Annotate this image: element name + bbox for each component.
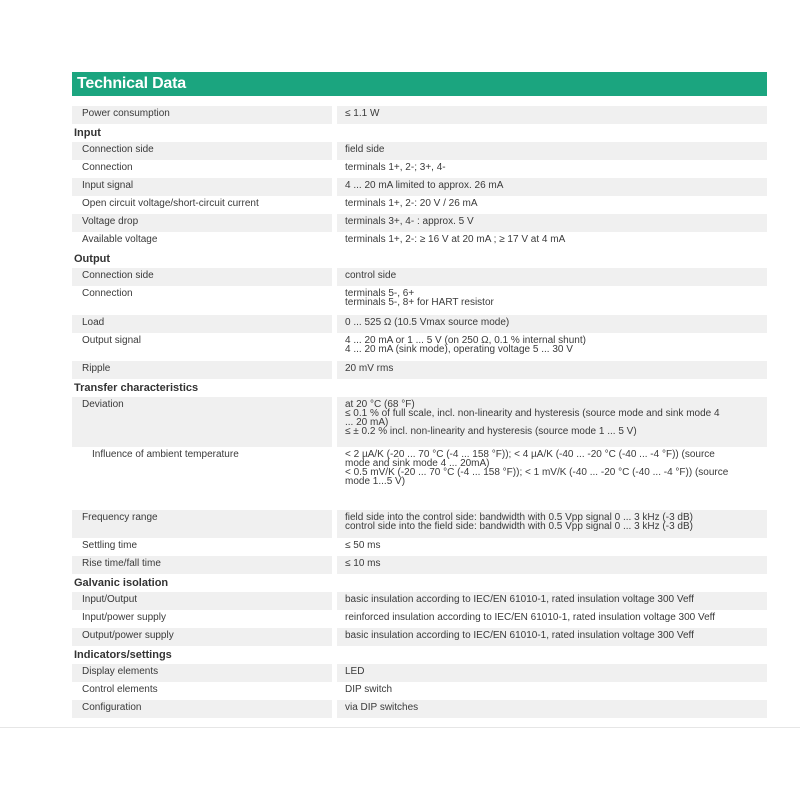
spec-value [337, 538, 767, 556]
spec-value-line: basic insulation according to IEC/EN 61010-1, rated insulation voltage 300 Veff [345, 594, 694, 605]
spec-row [72, 628, 767, 646]
spec-value [337, 196, 767, 214]
spec-label: Display elements [72, 664, 332, 682]
spec-value [337, 160, 767, 178]
spec-label: Influence of ambient temperature [92, 449, 239, 460]
spec-row [72, 232, 767, 250]
spec-value-line: 0 ... 525 Ω (10.5 Vmax source mode) [345, 317, 510, 328]
spec-row [72, 700, 767, 718]
spec-value-line: via DIP switches [345, 702, 419, 713]
spec-row [72, 196, 767, 214]
spec-label: Settling time [82, 540, 138, 551]
spec-value [337, 286, 767, 315]
spec-value-line: mode 1...5 V) [345, 476, 406, 487]
spec-value-line: reinforced insulation according to IEC/EN 61010-1, rated insulation voltage 300 Veff [345, 612, 716, 623]
group-transfer [72, 397, 767, 574]
spec-label: Input/power supply [82, 612, 166, 623]
spec-value-line: terminals 5-, 8+ for HART resistor [345, 297, 494, 308]
spec-label: Frequency range [72, 510, 332, 538]
spec-row [72, 333, 767, 361]
spec-value [337, 664, 767, 682]
spec-value-line: 4 ... 20 mA limited to approx. 26 mA [345, 180, 504, 191]
spec-value-line: ≤ ± 0.2 % incl. non-linearity and hysteresis (source mode 1 ... 5 V) [345, 426, 637, 437]
spec-value [337, 142, 767, 160]
group-output [72, 268, 767, 379]
spec-row [72, 160, 767, 178]
spec-row [72, 142, 767, 160]
spec-label: Input/Output [72, 592, 332, 610]
spec-value [337, 510, 767, 538]
group-heading-input: Input [74, 127, 101, 139]
spec-value-line: terminals 3+, 4- : approx. 5 V [345, 216, 474, 227]
spec-value [337, 333, 767, 361]
spec-label: Deviation [72, 397, 332, 447]
spec-value [337, 397, 767, 447]
spec-label: Rise time/fall time [72, 556, 332, 574]
spec-label: Available voltage [82, 234, 158, 245]
spec-value [337, 610, 767, 628]
spec-row [72, 361, 767, 379]
spec-value [337, 628, 767, 646]
group-heading-transfer: Transfer characteristics [74, 382, 199, 394]
spec-row-power-consumption [72, 106, 767, 124]
spec-value [337, 447, 767, 510]
spec-value-line: control side into the field side: bandwidth with 0.5 Vpp signal 0 ... 3 kHz (-3 dB) [345, 521, 693, 532]
spec-value [337, 700, 767, 718]
spec-value-line: control side [345, 270, 397, 281]
group-indicators [72, 664, 767, 718]
spec-value [337, 361, 767, 379]
group-heading-indicators: Indicators/settings [74, 649, 172, 661]
spec-row [72, 664, 767, 682]
spec-label: Output signal [82, 335, 141, 346]
spec-value [337, 315, 767, 333]
spec-value [337, 682, 767, 700]
spec-value-line: ≤ 10 ms [345, 558, 381, 569]
spec-value-line: 20 mV rms [345, 363, 394, 374]
spec-value-line: terminals 5-, 6+ [345, 288, 415, 299]
spec-value-line: field side into the control side: bandwidth with 0.5 Vpp signal 0 ... 3 kHz (-3 dB) [345, 512, 693, 523]
spec-label: Ripple [72, 361, 332, 379]
spec-row [72, 397, 767, 447]
spec-value [337, 592, 767, 610]
group-input [72, 142, 767, 250]
spec-value-line: < 2 µA/K (-20 ... 70 °C (-4 ... 158 °F)); < 4 µA/K (-40 ... -20 °C (-40 ... -4 °F)) (source [345, 449, 715, 460]
group-galvanic [72, 592, 767, 646]
spec-row [72, 556, 767, 574]
spec-value-line: field side [345, 144, 385, 155]
spec-row [72, 538, 767, 556]
spec-label: Connection side [72, 142, 332, 160]
spec-label: Load [72, 315, 332, 333]
section-title: Technical Data [72, 72, 767, 96]
group-heading-output: Output [74, 253, 111, 265]
spec-row [72, 447, 767, 510]
spec-row [72, 214, 767, 232]
spec-value: ≤ 1.1 W [337, 106, 767, 124]
spec-value-line: LED [345, 666, 365, 677]
spec-label: Connection side [72, 268, 332, 286]
page-divider [0, 727, 800, 728]
spec-value-line: terminals 1+, 2-; 3+, 4- [345, 162, 446, 173]
spec-row [72, 268, 767, 286]
spec-value-line: 4 ... 20 mA (sink mode), operating voltage 5 ... 30 V [345, 344, 573, 355]
spec-label: Control elements [82, 684, 158, 695]
spec-value-line: ≤ 0.1 % of full scale, incl. non-linearity and hysteresis (source mode and sink mode 4 [345, 408, 720, 419]
spec-label: Voltage drop [72, 214, 332, 232]
spec-value [337, 214, 767, 232]
spec-row [72, 610, 767, 628]
spec-value-line: DIP switch [345, 684, 393, 695]
spec-row [72, 510, 767, 538]
spec-value [337, 178, 767, 196]
spec-value-line: < 0.5 mV/K (-20 ... 70 °C (-4 ... 158 °F)); < 1 mV/K (-40 ... -20 °C (-40 ... -4 °F)) (source [345, 467, 729, 478]
spec-label: Connection [82, 288, 133, 299]
spec-label: Configuration [72, 700, 332, 718]
spec-value-line: at 20 °C (68 °F) [345, 399, 415, 410]
spec-label: Open circuit voltage/short-circuit current [82, 198, 259, 209]
spec-value-line: terminals 1+, 2-: 20 V / 26 mA [345, 198, 478, 209]
spec-value-line: terminals 1+, 2-: ≥ 16 V at 20 mA ; ≥ 17 V at 4 mA [345, 234, 566, 245]
spec-row [72, 682, 767, 700]
spec-value-line: 4 ... 20 mA or 1 ... 5 V (on 250 Ω, 0.1 % internal shunt) [345, 335, 586, 346]
spec-value-line: ... 20 mA) [345, 417, 389, 428]
spec-label: Output/power supply [72, 628, 332, 646]
spec-value-line: mode and sink mode 4 ... 20mA) [345, 458, 490, 469]
spec-value-line: basic insulation according to IEC/EN 61010-1, rated insulation voltage 300 Veff [345, 630, 694, 641]
group-heading-galvanic: Galvanic isolation [74, 577, 169, 589]
spec-row [72, 592, 767, 610]
spec-value [337, 556, 767, 574]
spec-value [337, 268, 767, 286]
spec-row [72, 178, 767, 196]
spec-value [337, 232, 767, 250]
spec-value-line: ≤ 50 ms [345, 540, 381, 551]
spec-label: Connection [82, 162, 133, 173]
spec-label: Power consumption [72, 106, 332, 124]
spec-row [72, 315, 767, 333]
technical-data-sheet [72, 72, 767, 718]
spec-row [72, 286, 767, 315]
spec-label: Input signal [72, 178, 332, 196]
